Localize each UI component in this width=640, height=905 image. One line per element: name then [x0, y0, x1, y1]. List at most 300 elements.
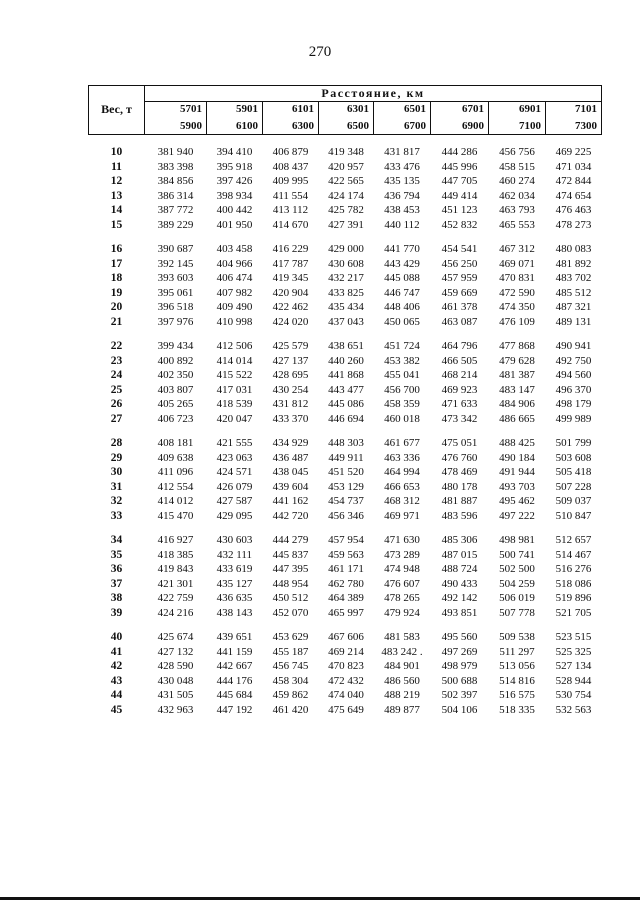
value-cell: 438 651 [328, 340, 364, 353]
table-row [89, 203, 602, 218]
weight-cell: 42 [110, 660, 123, 673]
value-cell: 440 112 [384, 218, 420, 231]
value-cell: 469 923 [441, 383, 478, 396]
weight-cell: 41 [110, 645, 123, 658]
table-row [89, 412, 602, 427]
value-cell: 483 596 [441, 509, 478, 522]
table-row [89, 659, 602, 674]
value-cell: 430 048 [157, 674, 194, 687]
value-cell: 463 087 [441, 315, 478, 328]
value-cell: 484 906 [499, 398, 535, 411]
value-cell: 427 137 [272, 354, 309, 367]
table-row [89, 674, 602, 689]
value-cell: 519 896 [555, 592, 592, 605]
table-body [89, 135, 602, 718]
value-cell: 409 995 [272, 175, 309, 188]
value-cell: 426 079 [216, 480, 253, 493]
value-cell: 495 462 [499, 495, 535, 508]
group-spacer-cell [89, 523, 602, 533]
table-row [89, 189, 602, 204]
value-cell: 459 862 [272, 689, 309, 702]
value-cell: 516 575 [499, 689, 535, 702]
value-cell: 404 966 [216, 257, 253, 270]
value-cell: 403 807 [157, 383, 194, 396]
weight-cell: 25 [110, 383, 123, 396]
value-cell: 389 229 [157, 218, 194, 231]
range-end: 5900 [180, 120, 202, 132]
value-cell: 413 112 [272, 204, 309, 217]
value-cell: 478 265 [384, 592, 420, 605]
value-cell: 518 086 [555, 577, 592, 590]
value-cell: 431 817 [384, 146, 420, 159]
value-cell: 427 132 [157, 645, 194, 658]
value-cell: 396 518 [157, 301, 194, 314]
value-cell: 475 051 [441, 437, 478, 450]
value-cell: 461 378 [441, 301, 478, 314]
weight-cell: 44 [110, 689, 123, 702]
value-cell: 498 179 [555, 398, 592, 411]
value-cell: 415 522 [216, 369, 253, 382]
value-cell: 505 418 [555, 466, 592, 479]
table-row [89, 218, 602, 233]
weight-cell: 34 [110, 534, 123, 547]
value-cell: 456 346 [328, 509, 364, 522]
value-cell: 418 385 [157, 548, 194, 561]
value-cell: 441 770 [384, 243, 420, 256]
distance-range-header [263, 102, 319, 135]
table-row [89, 174, 602, 189]
value-cell: 465 997 [328, 606, 364, 619]
value-cell: 444 286 [441, 146, 478, 159]
weight-cell: 43 [110, 674, 123, 687]
value-cell: 414 014 [216, 354, 253, 367]
value-cell: 496 370 [555, 383, 592, 396]
weight-cell: 14 [110, 204, 123, 217]
value-cell: 492 750 [555, 354, 592, 367]
value-cell: 466 505 [441, 354, 478, 367]
value-cell: 432 111 [217, 548, 252, 561]
value-cell: 509 538 [499, 631, 535, 644]
weight-cell: 26 [110, 398, 123, 411]
value-cell: 414 012 [157, 495, 194, 508]
value-cell: 395 061 [157, 286, 194, 299]
value-cell: 419 843 [157, 563, 194, 576]
table-row [89, 300, 602, 315]
value-cell: 469 214 [328, 645, 364, 658]
value-cell: 474 040 [328, 689, 364, 702]
value-cell: 481 892 [555, 257, 592, 270]
value-cell: 445 088 [384, 272, 420, 285]
table-row [89, 397, 602, 412]
value-cell: 449 911 [328, 451, 364, 464]
group-spacer [89, 232, 602, 242]
value-cell: 399 434 [157, 340, 194, 353]
value-cell: 456 745 [272, 660, 309, 673]
value-cell: 435 127 [216, 577, 253, 590]
value-cell: 458 304 [272, 674, 309, 687]
value-cell: 428 695 [272, 369, 309, 382]
value-cell: 453 129 [328, 480, 364, 493]
distance-range-header [546, 102, 602, 135]
value-cell: 437 043 [328, 315, 364, 328]
value-cell: 430 603 [216, 534, 253, 547]
value-cell: 422 759 [157, 592, 194, 605]
value-cell: 530 754 [555, 689, 592, 702]
table-row [89, 591, 602, 606]
value-cell: 439 651 [216, 631, 253, 644]
value-cell: 428 590 [157, 660, 194, 673]
value-cell: 507 778 [499, 606, 535, 619]
value-cell: 424 571 [216, 466, 253, 479]
weight-cell: 38 [110, 592, 123, 605]
value-cell: 481 583 [384, 631, 420, 644]
value-cell: 431 812 [272, 398, 309, 411]
value-cell: 466 653 [384, 480, 420, 493]
distance-range-header [207, 102, 263, 135]
table-row [89, 577, 602, 592]
value-cell: 462 034 [499, 189, 535, 202]
value-cell: 432 217 [328, 272, 364, 285]
value-cell: 433 370 [272, 412, 309, 425]
value-cell: 454 541 [441, 243, 478, 256]
value-cell: 461 171 [328, 563, 364, 576]
value-cell: 386 314 [157, 189, 194, 202]
value-cell: 473 342 [441, 412, 478, 425]
weight-cell: 16 [110, 243, 123, 256]
weight-cell: 24 [110, 369, 123, 382]
range-start: 6701 [462, 103, 484, 115]
value-cell: 463 793 [499, 204, 535, 217]
value-cell: 467 312 [499, 243, 535, 256]
table-row [89, 354, 602, 369]
value-cell: 474 350 [499, 301, 535, 314]
value-cell: 445 684 [216, 689, 253, 702]
value-cell: 421 555 [216, 437, 253, 450]
value-cell: 477 868 [499, 340, 535, 353]
value-cell: 457 954 [328, 534, 364, 547]
range-end: 6300 [292, 120, 314, 132]
value-cell: 446 694 [328, 412, 364, 425]
range-start: 5701 [180, 103, 202, 115]
value-cell: 406 474 [216, 272, 253, 285]
weight-cell: 30 [110, 466, 123, 479]
value-cell: 500 741 [499, 548, 535, 561]
range-start: 6101 [292, 103, 314, 115]
group-spacer [89, 523, 602, 533]
range-end: 7100 [519, 120, 541, 132]
value-cell: 443 429 [384, 257, 420, 270]
value-cell: 424 174 [328, 189, 364, 202]
value-cell: 433 825 [328, 286, 364, 299]
table-row [89, 160, 602, 175]
weight-cell: 31 [110, 480, 123, 493]
weight-column-header: Вес, т [89, 86, 145, 135]
value-cell: 403 458 [216, 243, 253, 256]
value-cell: 384 856 [157, 175, 194, 188]
value-cell: 419 348 [328, 146, 364, 159]
group-spacer-cell [89, 426, 602, 436]
value-cell: 468 214 [441, 369, 478, 382]
value-cell: 532 563 [555, 703, 592, 716]
value-cell: 478 273 [555, 218, 592, 231]
value-cell: 498 979 [441, 660, 478, 673]
table-row [89, 339, 602, 354]
value-cell: 492 142 [441, 592, 478, 605]
value-cell: 451 123 [441, 204, 478, 217]
value-cell: 525 325 [555, 645, 592, 658]
value-cell: 390 687 [157, 243, 194, 256]
value-cell: 395 918 [216, 160, 253, 173]
group-spacer-cell [89, 620, 602, 630]
value-cell: 411 554 [272, 189, 309, 202]
value-cell: 513 056 [499, 660, 535, 673]
value-cell: 410 998 [216, 315, 253, 328]
value-cell: 438 045 [272, 466, 309, 479]
value-cell: 507 228 [555, 480, 592, 493]
value-cell: 459 669 [441, 286, 478, 299]
value-cell: 421 301 [157, 577, 194, 590]
table-row [89, 368, 602, 383]
value-cell: 438 143 [216, 606, 253, 619]
value-cell: 438 453 [384, 204, 420, 217]
value-cell: 422 462 [272, 301, 309, 314]
value-cell: 490 433 [441, 577, 478, 590]
value-cell: 455 187 [272, 645, 309, 658]
weight-cell: 19 [110, 286, 123, 299]
weight-cell: 11 [111, 160, 122, 173]
page-number: 270 [308, 44, 332, 60]
range-start: 6901 [519, 103, 541, 115]
table-row [89, 606, 602, 621]
weight-cell: 20 [110, 301, 123, 314]
value-cell: 451 724 [384, 340, 420, 353]
value-cell: 433 476 [384, 160, 420, 173]
value-cell: 425 782 [328, 204, 364, 217]
range-end: 7300 [575, 120, 597, 132]
value-cell: 501 799 [555, 437, 592, 450]
weight-cell: 12 [110, 175, 123, 188]
weight-cell: 10 [110, 146, 123, 159]
value-cell: 478 469 [441, 466, 478, 479]
weight-cell: 32 [110, 495, 123, 508]
table-header [89, 86, 602, 135]
value-cell: 436 487 [272, 451, 309, 464]
value-cell: 485 512 [555, 286, 592, 299]
value-cell: 495 560 [441, 631, 478, 644]
table-row [89, 242, 602, 257]
value-cell: 488 219 [384, 689, 420, 702]
weight-cell: 36 [110, 563, 123, 576]
value-cell: 476 760 [441, 451, 478, 464]
value-cell: 479 628 [499, 354, 535, 367]
value-cell: 487 015 [441, 548, 478, 561]
value-cell: 518 335 [499, 703, 535, 716]
value-cell: 449 414 [441, 189, 478, 202]
value-cell: 454 737 [328, 495, 364, 508]
weight-cell: 37 [110, 577, 123, 590]
table-row [89, 562, 602, 577]
value-cell: 430 608 [328, 257, 364, 270]
range-end: 6700 [404, 120, 426, 132]
value-cell: 476 463 [555, 204, 592, 217]
group-spacer [89, 426, 602, 436]
value-cell: 475 649 [328, 703, 364, 716]
value-cell: 431 505 [157, 689, 194, 702]
value-cell: 469 071 [499, 257, 535, 270]
value-cell: 500 688 [441, 674, 478, 687]
value-cell: 510 847 [555, 509, 592, 522]
value-cell: 516 276 [555, 563, 592, 576]
value-cell: 434 929 [272, 437, 309, 450]
value-cell: 456 250 [441, 257, 478, 270]
value-cell: 457 959 [441, 272, 478, 285]
table-row [89, 480, 602, 495]
value-cell: 393 603 [157, 272, 194, 285]
value-cell: 467 606 [328, 631, 364, 644]
value-cell: 417 787 [272, 257, 309, 270]
value-cell: 484 901 [384, 660, 420, 673]
table-row [89, 286, 602, 301]
distance-range-header [374, 102, 431, 135]
value-cell: 504 259 [499, 577, 535, 590]
value-cell: 441 162 [272, 495, 309, 508]
value-cell: 514 467 [555, 548, 592, 561]
value-cell: 448 303 [328, 437, 364, 450]
group-spacer-cell [89, 135, 602, 146]
value-cell: 381 940 [157, 146, 194, 159]
value-cell: 411 096 [157, 466, 194, 479]
value-cell: 470 823 [328, 660, 364, 673]
value-cell: 442 720 [272, 509, 309, 522]
value-cell: 512 657 [555, 534, 592, 547]
table-row [89, 548, 602, 563]
group-spacer [89, 329, 602, 339]
value-cell: 464 389 [328, 592, 364, 605]
distance-range-header [319, 102, 374, 135]
distance-range-header [145, 102, 207, 135]
weight-cell: 40 [110, 631, 123, 644]
distance-range-row [89, 102, 602, 135]
range-start: 5901 [236, 103, 258, 115]
value-cell: 471 630 [384, 534, 420, 547]
value-cell: 412 554 [157, 480, 194, 493]
value-cell: 436 635 [216, 592, 253, 605]
value-cell: 397 976 [157, 315, 194, 328]
value-cell: 425 674 [157, 631, 194, 644]
value-cell: 442 667 [216, 660, 253, 673]
value-cell: 408 181 [157, 437, 194, 450]
value-cell: 460 274 [499, 175, 535, 188]
weight-cell: 23 [110, 354, 123, 367]
value-cell: 444 176 [216, 674, 253, 687]
value-cell: 422 565 [328, 175, 364, 188]
table-row [89, 494, 602, 509]
value-cell: 493 703 [499, 480, 535, 493]
value-cell: 480 083 [555, 243, 592, 256]
group-spacer [89, 135, 602, 146]
value-cell: 460 018 [384, 412, 420, 425]
value-cell: 450 512 [272, 592, 309, 605]
weight-cell: 28 [110, 437, 123, 450]
value-cell: 429 095 [216, 509, 253, 522]
value-cell: 448 406 [384, 301, 420, 314]
range-start: 6301 [347, 103, 369, 115]
value-cell: 486 560 [384, 674, 420, 687]
value-cell: 447 705 [441, 175, 478, 188]
value-cell: 419 345 [272, 272, 309, 285]
value-cell: 453 382 [384, 354, 420, 367]
value-cell: 465 553 [499, 218, 535, 231]
value-cell: 473 289 [384, 548, 420, 561]
value-cell: 452 832 [441, 218, 478, 231]
range-start: 6501 [404, 103, 426, 115]
bottom-border-line [0, 897, 640, 900]
value-cell: 461 420 [272, 703, 309, 716]
value-cell: 439 604 [272, 480, 309, 493]
value-cell: 398 934 [216, 189, 253, 202]
range-end: 6100 [236, 120, 258, 132]
value-cell: 471 034 [555, 160, 592, 173]
value-cell: 490 184 [499, 451, 535, 464]
value-cell: 483 147 [499, 383, 535, 396]
table-row [89, 465, 602, 480]
value-cell: 387 772 [157, 204, 194, 217]
value-cell: 479 924 [384, 606, 420, 619]
weight-cell: 39 [110, 606, 123, 619]
table-row [89, 688, 602, 703]
value-cell: 489 131 [555, 315, 592, 328]
value-cell: 409 638 [157, 451, 194, 464]
value-cell: 458 515 [499, 160, 535, 173]
value-cell: 451 520 [328, 466, 364, 479]
value-cell: 504 106 [441, 703, 478, 716]
value-cell: 485 306 [441, 534, 478, 547]
range-end: 6500 [347, 120, 369, 132]
table-row [89, 383, 602, 398]
value-cell: 447 192 [216, 703, 253, 716]
value-cell: 445 996 [441, 160, 478, 173]
weight-cell: 27 [110, 412, 123, 425]
value-cell: 497 269 [441, 645, 478, 658]
value-cell: 490 941 [555, 340, 592, 353]
distance-range-header [431, 102, 489, 135]
value-cell: 407 982 [216, 286, 253, 299]
value-cell: 527 134 [555, 660, 592, 673]
value-cell: 476 607 [384, 577, 420, 590]
value-cell: 416 927 [157, 534, 194, 547]
value-cell: 523 515 [555, 631, 592, 644]
value-cell: 435 135 [384, 175, 420, 188]
value-cell: 456 756 [499, 146, 535, 159]
table-row [89, 451, 602, 466]
value-cell: 420 957 [328, 160, 364, 173]
value-cell: 514 816 [499, 674, 535, 687]
table-row [89, 703, 602, 718]
table-row [89, 533, 602, 548]
value-cell: 400 442 [216, 204, 253, 217]
value-cell: 408 437 [272, 160, 309, 173]
value-cell: 528 944 [555, 674, 592, 687]
value-cell: 511 297 [499, 645, 535, 658]
value-cell: 425 579 [272, 340, 309, 353]
value-cell: 392 145 [157, 257, 194, 270]
table-row [89, 145, 602, 160]
weight-cell: 33 [110, 509, 123, 522]
table-row [89, 257, 602, 272]
table-row [89, 509, 602, 524]
value-cell: 486 665 [499, 412, 535, 425]
table-row [89, 630, 602, 645]
